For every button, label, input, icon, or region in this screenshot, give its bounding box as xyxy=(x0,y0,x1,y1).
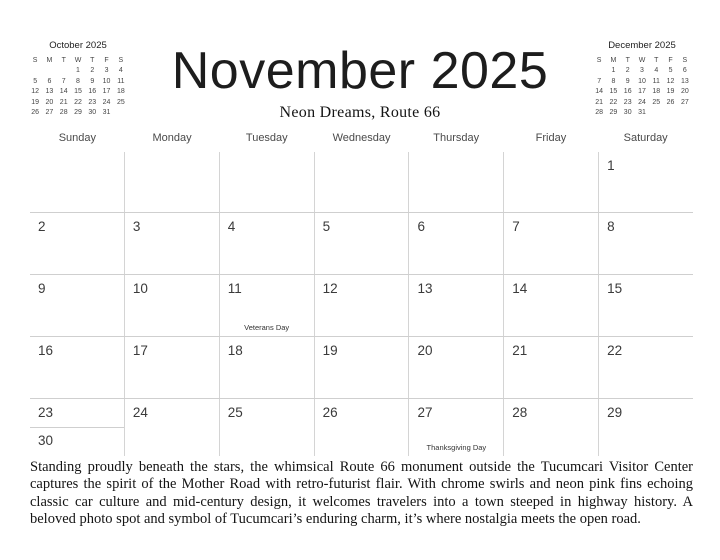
mini-weekday-initial: S xyxy=(118,57,124,64)
day-number: 8 xyxy=(607,219,615,234)
mini-day-cell: 26 xyxy=(31,108,40,116)
mini-weekday-initial: M xyxy=(610,57,617,64)
mini-day-cell: 7 xyxy=(61,77,66,85)
day-cell xyxy=(598,275,693,336)
day-number-secondary: 30 xyxy=(38,433,54,448)
page-title: November 2025 xyxy=(171,42,549,100)
mini-day-cell: 27 xyxy=(45,108,54,116)
day-cell xyxy=(408,337,503,398)
mini-day-cell: 1 xyxy=(611,67,616,75)
day-cell xyxy=(503,213,598,274)
day-cell xyxy=(30,275,124,336)
weekday-label: Wednesday xyxy=(332,132,391,144)
mini-weekday-initial: T xyxy=(61,57,66,64)
mini-day-cell xyxy=(663,108,677,118)
mini-day-cell: 11 xyxy=(652,77,660,85)
day-cell xyxy=(314,275,409,336)
mini-weekday-initial: M xyxy=(46,57,53,64)
mini-day-cell: 3 xyxy=(104,67,109,75)
day-number: 21 xyxy=(512,343,528,358)
mini-day-cell: 26 xyxy=(666,98,675,106)
mini-calendar-title: October 2025 xyxy=(49,40,107,51)
day-number: 24 xyxy=(132,405,148,420)
mini-weekday-initial: F xyxy=(668,57,673,64)
day-number: 5 xyxy=(322,219,331,234)
day-number: 28 xyxy=(512,405,528,420)
day-number: 3 xyxy=(132,219,141,234)
day-number: 1 xyxy=(607,158,615,173)
day-number: 22 xyxy=(607,343,623,358)
split-day-section xyxy=(30,427,124,456)
calendar-weeks xyxy=(30,152,693,456)
day-number: 14 xyxy=(512,281,528,296)
mini-day-cell: 22 xyxy=(609,98,618,106)
mini-calendar-december xyxy=(592,40,692,118)
week-row xyxy=(30,274,693,336)
mini-day-cell: 9 xyxy=(90,77,95,85)
day-number: 25 xyxy=(227,405,243,420)
mini-day-cell: 20 xyxy=(45,98,54,106)
weekday-label: Monday xyxy=(152,132,192,144)
mini-day-cell: 14 xyxy=(59,88,68,96)
mini-day-cell: 20 xyxy=(680,88,689,96)
mini-day-cell: 15 xyxy=(609,88,618,96)
mini-day-cell: 14 xyxy=(595,88,604,96)
day-cell xyxy=(219,337,314,398)
day-cell xyxy=(598,337,693,398)
day-cell xyxy=(30,152,124,212)
week-row xyxy=(30,336,693,398)
weekday-label: Friday xyxy=(535,132,567,144)
mini-weekday-initial: T xyxy=(90,57,95,64)
mini-day-cell: 18 xyxy=(652,88,661,96)
day-cell xyxy=(314,213,409,274)
day-cell xyxy=(408,399,503,456)
mini-day-cell: 11 xyxy=(117,77,125,85)
day-cell xyxy=(219,213,314,274)
mini-day-cell: 19 xyxy=(31,98,40,106)
day-number: 23 xyxy=(38,405,54,420)
day-number: 4 xyxy=(227,219,236,234)
day-cell xyxy=(124,337,219,398)
mini-weekday-initial: T xyxy=(625,57,630,64)
day-cell xyxy=(124,275,219,336)
mini-day-cell: 4 xyxy=(654,67,659,75)
day-cell xyxy=(219,275,314,336)
main-calendar xyxy=(30,130,693,456)
day-cell xyxy=(30,213,124,274)
holiday-label: Veterans Day xyxy=(244,323,290,332)
day-cell xyxy=(124,213,219,274)
day-cell xyxy=(124,399,219,456)
mini-day-cell xyxy=(649,108,663,118)
day-cell xyxy=(598,152,693,212)
mini-day-cell: 8 xyxy=(611,77,616,85)
week-row xyxy=(30,398,693,456)
mini-calendar-grid xyxy=(592,56,692,118)
mini-day-cell xyxy=(678,108,692,118)
mini-day-cell: 22 xyxy=(74,98,82,106)
day-cell xyxy=(408,275,503,336)
day-cell xyxy=(219,152,314,212)
weekday-label: Tuesday xyxy=(245,132,288,144)
mini-day-cell: 12 xyxy=(666,77,675,85)
mini-day-cell: 2 xyxy=(90,67,95,75)
mini-day-cell: 9 xyxy=(625,77,630,85)
day-number: 17 xyxy=(132,343,148,358)
mini-day-cell: 4 xyxy=(118,67,123,75)
mini-weekday-initial: S xyxy=(596,57,602,64)
weekday-label: Saturday xyxy=(623,132,668,144)
day-number: 10 xyxy=(132,281,148,296)
mini-day-cell: 27 xyxy=(680,98,689,106)
mini-day-cell: 24 xyxy=(638,98,646,106)
mini-day-cell: 21 xyxy=(595,98,604,106)
day-number: 20 xyxy=(417,343,433,358)
day-number: 15 xyxy=(607,281,623,296)
day-cell xyxy=(598,213,693,274)
mini-day-cell: 10 xyxy=(638,77,646,85)
mini-day-cell: 17 xyxy=(102,88,111,96)
mini-day-cell: 17 xyxy=(638,88,646,96)
mini-day-cell: 13 xyxy=(680,77,689,85)
mini-day-cell: 23 xyxy=(88,98,97,106)
mini-day-cell: 1 xyxy=(76,67,80,75)
mini-day-cell: 10 xyxy=(102,77,111,85)
week-row xyxy=(30,212,693,274)
day-cell xyxy=(503,337,598,398)
day-cell xyxy=(408,213,503,274)
day-cell xyxy=(598,399,693,456)
mini-day-cell: 25 xyxy=(116,98,125,106)
day-number: 12 xyxy=(322,281,338,296)
day-cell xyxy=(314,399,409,456)
mini-day-cell: 6 xyxy=(47,77,52,85)
mini-day-cell: 23 xyxy=(623,98,632,106)
weekday-header-row xyxy=(30,130,693,152)
week-row xyxy=(30,152,693,212)
mini-day-cell: 29 xyxy=(74,108,82,116)
day-cell xyxy=(503,275,598,336)
mini-calendar-title: December 2025 xyxy=(608,40,676,51)
mini-weekday-initial: S xyxy=(32,57,38,64)
page-subtitle: Neon Dreams, Route 66 xyxy=(279,104,441,121)
day-cell xyxy=(30,337,124,398)
mini-day-cell: 12 xyxy=(31,88,40,96)
mini-day-cell: 28 xyxy=(595,108,604,116)
day-cell xyxy=(314,152,409,212)
day-cell xyxy=(408,152,503,212)
day-number: 16 xyxy=(38,343,54,358)
day-number: 6 xyxy=(417,219,425,234)
mini-day-cell: 30 xyxy=(623,108,632,116)
mini-day-cell: 8 xyxy=(76,77,80,85)
mini-weekday-initial: W xyxy=(74,57,82,64)
mini-weekday-initial: T xyxy=(654,57,659,64)
mini-weekday-initial: F xyxy=(104,57,109,64)
mini-day-cell: 28 xyxy=(59,108,68,116)
mini-day-cell: 21 xyxy=(59,98,68,106)
day-number: 18 xyxy=(227,343,243,358)
weekday-label: Thursday xyxy=(433,132,480,144)
day-number: 7 xyxy=(512,219,520,234)
mini-day-cell: 5 xyxy=(668,67,673,75)
day-number: 2 xyxy=(38,219,46,234)
day-cell xyxy=(503,399,598,456)
day-cell xyxy=(30,399,124,456)
mini-day-cell: 16 xyxy=(88,88,97,96)
mini-day-cell: 13 xyxy=(45,88,54,96)
mini-weekday-initial: W xyxy=(638,57,646,64)
mini-day-cell: 15 xyxy=(74,88,82,96)
day-number: 19 xyxy=(322,343,338,358)
day-cell xyxy=(124,152,219,212)
mini-day-cell: 19 xyxy=(666,88,675,96)
mini-day-cell: 18 xyxy=(116,88,125,96)
day-number: 27 xyxy=(417,405,433,420)
mini-day-cell: 24 xyxy=(102,98,111,106)
mini-day-cell: 3 xyxy=(640,67,644,75)
mini-day-cell: 2 xyxy=(625,67,630,75)
day-number: 26 xyxy=(322,405,338,420)
day-cell xyxy=(314,337,409,398)
footer-description: Standing proudly beneath the stars, the whimsical Route 66 monument outside the Tucumcari Visitor Center captures the spirit of the Mother Road with retro-futurist flair. With chrome swirls and neon pink fins echoing classic car culture and mid-century design, it welcomes travelers into a town steeped in highway history. A beloved photo spot and symbol of Tucumcari’s enduring charm, it’s where nostalgia meets the open road. xyxy=(30,459,693,528)
mini-day-cell xyxy=(592,66,606,76)
day-number: 13 xyxy=(417,281,433,296)
mini-day-cell: 31 xyxy=(638,108,646,116)
mini-day-cell: 5 xyxy=(33,77,38,85)
day-number: 29 xyxy=(607,405,623,420)
mini-day-cell: 6 xyxy=(682,67,687,75)
day-number: 9 xyxy=(38,281,46,296)
day-cell xyxy=(219,399,314,456)
mini-day-cell: 7 xyxy=(597,77,602,85)
mini-day-cell: 25 xyxy=(652,98,661,106)
day-cell xyxy=(503,152,598,212)
mini-day-cell: 30 xyxy=(88,108,97,116)
weekday-label: Sunday xyxy=(58,132,97,144)
day-number: 11 xyxy=(227,281,242,296)
mini-day-cell: 29 xyxy=(609,108,618,116)
mini-weekday-initial: S xyxy=(682,57,688,64)
mini-day-cell: 16 xyxy=(623,88,632,96)
mini-day-cell: 31 xyxy=(102,108,111,116)
holiday-label: Thanksgiving Day xyxy=(426,443,487,452)
